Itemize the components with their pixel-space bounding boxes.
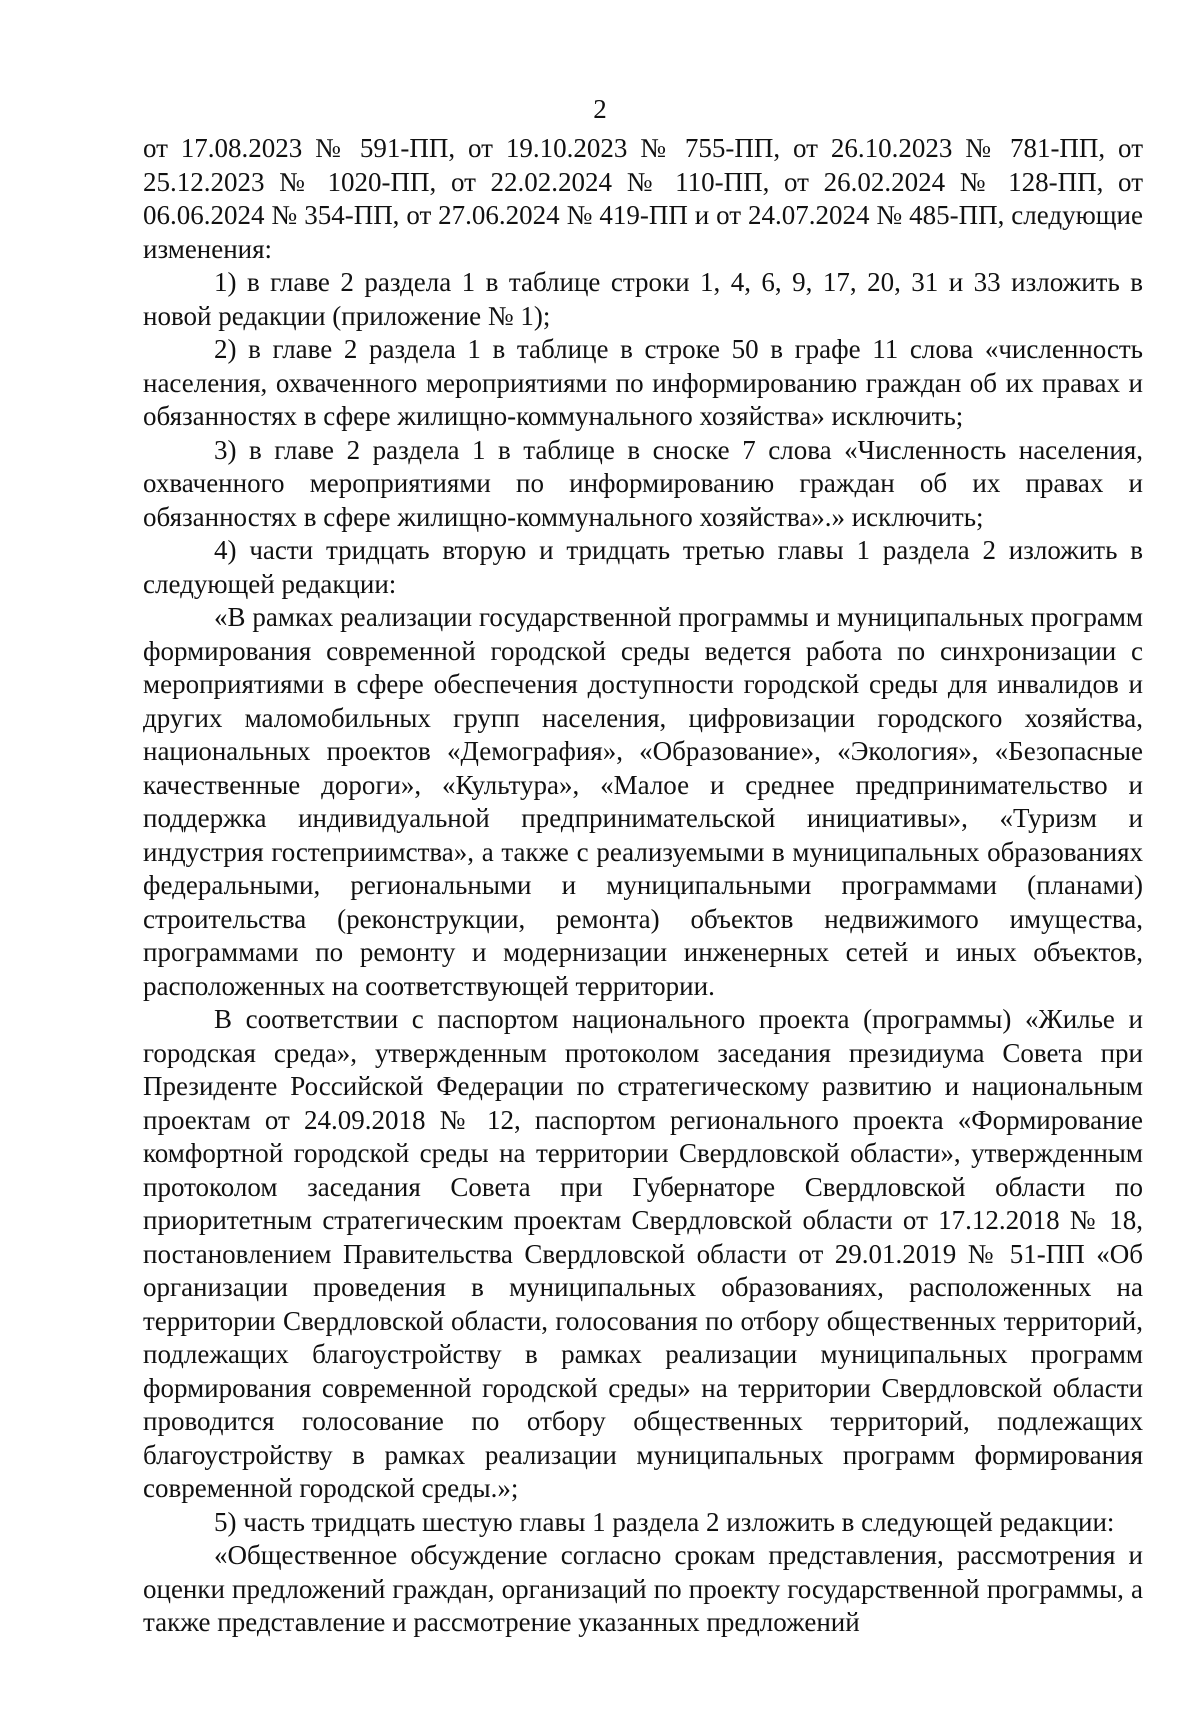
paragraph-item-1: 1) в главе 2 раздела 1 в таблице строки 1, 4, 6, 9, 17, 20, 31 и 33 изложить в новой редакции (приложение № 1); (143, 267, 1143, 331)
paragraph-item-3: 3) в главе 2 раздела 1 в таблице в сноске 7 слова «Численность населения, охваченного мероприятиями по информированию граждан об их правах и обязанностях в сфере жилищно-коммунального хозяйства».» исключить; (143, 434, 1143, 532)
paragraph-quoted-part-33: В соответствии с паспортом национального проекта (программы) «Жилье и городская среда», утвержденным протоколом заседания президиума Совета при Президенте Российской Федерации по стратегическому развитию и национальным проектам от 24.09.2018 № 12, паспортом регионального проекта «Формирование комфортной городской среды на территории Свердловской области», утвержденным протоколом заседания Совета при Губернаторе Свердловской области по приоритетным стратегическим проектам Свердловской области от 17.12.2018 № 18, постановлением Правительства Свердловской области от 29.01.2019 № 51-ПП «Об организации проведения в муниципальных образованиях, расположенных на территории Свердловской области, голосования по отбору общественных территорий, подлежащих благоустройству в рамках реализации муниципальных программ формирования современной городской среды» на территории Свердловской области проводится голосование по отбору общественных территорий, подлежащих благоустройству в рамках реализации муниципальных программ формирования современной городской среды.»; (143, 1004, 1143, 1503)
paragraph-quoted-part-32: «В рамках реализации государственной программы и муниципальных программ формирования современной городской среды ведется работа по синхронизации с мероприятиями в сфере обеспечения доступности городской среды для инвалидов и других маломобильных групп населения, цифровизации городского хозяйства, национальных проектов «Демография», «Образование», «Экология», «Безопасные качественные дороги», «Культура», «Малое и среднее предпринимательство и поддержка индивидуальной предпринимательской инициативы», «Туризм и индустрия гостеприимства», а также с реализуемыми в муниципальных образованиях федеральными, региональными и муниципальными программами (планами) строительства (реконструкции, ремонта) объектов недвижимого имущества, программами по ремонту и модернизации инженерных сетей и иных объектов, расположенных на соответствующей территории. (143, 602, 1143, 1001)
paragraph-quoted-part-36: «Общественное обсуждение согласно срокам представления, рассмотрения и оценки предложений граждан, организаций по проекту государственной программы, а также представление и рассмотрение указанных предложений (143, 1540, 1143, 1637)
paragraph-item-4: 4) части тридцать вторую и тридцать третью главы 1 раздела 2 изложить в следующей редакции: (143, 535, 1143, 599)
page-number: 2 (593, 94, 607, 124)
document-body (143, 132, 1143, 1640)
paragraph-item-5: 5) часть тридцать шестую главы 1 раздела 2 изложить в следующей редакции: (214, 1506, 1115, 1537)
paragraph-item-2: 2) в главе 2 раздела 1 в таблице в строке 50 в графе 11 слова «численность населения, охваченного мероприятиями по информированию граждан об их правах и обязанностях в сфере жилищно-коммунального хозяйства» исключить; (143, 334, 1143, 431)
paragraph-amendment-list: от 17.08.2023 № 591-ПП, от 19.10.2023 № 755-ПП, от 26.10.2023 № 781-ПП, от 25.12.2023 № 1020-ПП, от 22.02.2024 № 110-ПП, от 26.02.2024 № 128-ПП, от 06.06.2024 № 354-ПП, от 27.06.2024 № 419-ПП и от 24.07.2024 № 485-ПП, следующие изменения: (143, 133, 1143, 264)
